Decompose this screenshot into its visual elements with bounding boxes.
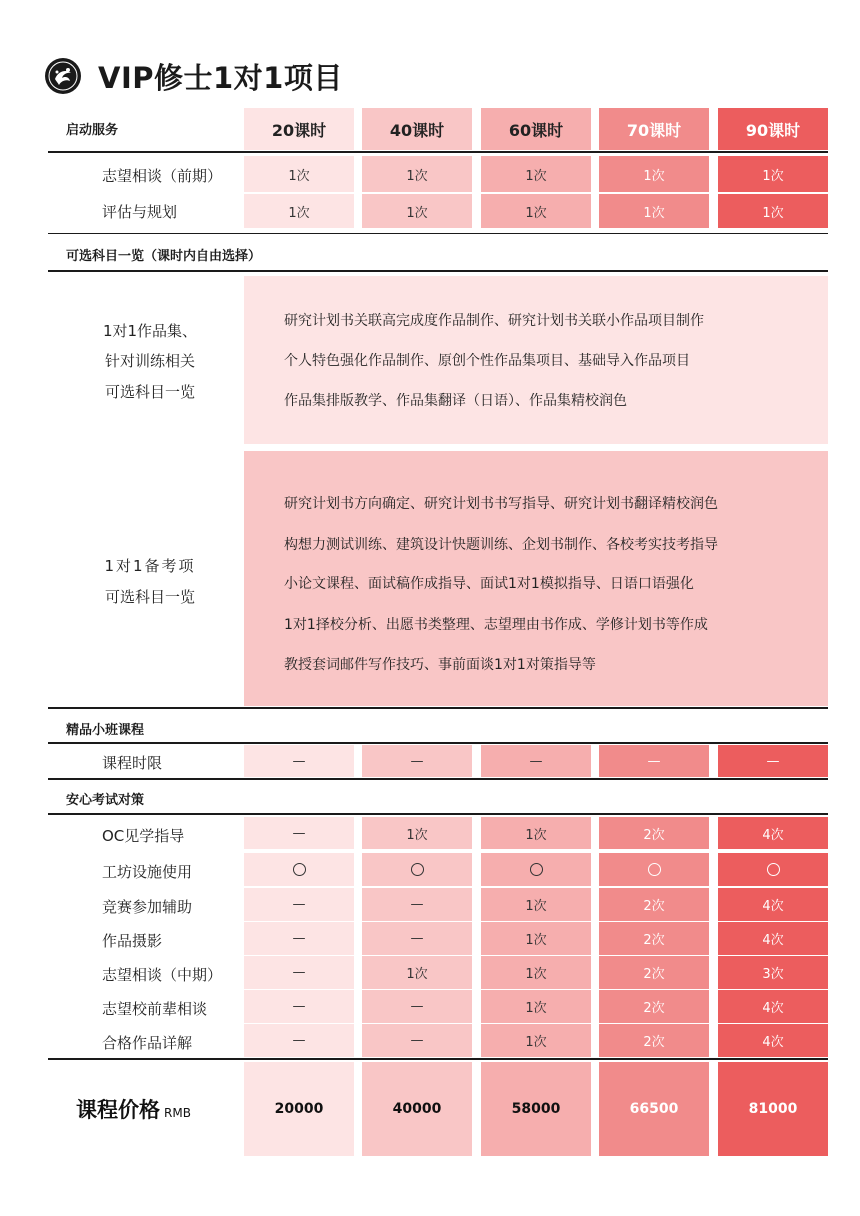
row-label-consult-early: 志望相谈（前期）: [102, 167, 223, 185]
row-label-consult-mid: 志望相谈（中期）: [102, 966, 223, 984]
value-cell: 2次: [599, 817, 709, 849]
value-cell: 3次: [718, 956, 828, 989]
value-cell: —: [244, 956, 354, 989]
value-cell: 1次: [481, 956, 591, 989]
value-cell: 1次: [599, 194, 709, 228]
value-cell: 1次: [599, 156, 709, 192]
divider: [48, 778, 828, 780]
value-cell: 2次: [599, 888, 709, 921]
price-cell-70: 66500: [599, 1062, 709, 1156]
value-cell: 2次: [599, 1024, 709, 1057]
value-cell: 1次: [481, 990, 591, 1023]
price-label-text: 课程价格: [76, 1098, 160, 1122]
tier-header-20: 20课时: [244, 108, 354, 150]
value-cell: —: [244, 990, 354, 1023]
value-cell: —: [362, 1024, 472, 1057]
price-cell-20: 20000: [244, 1062, 354, 1156]
value-cell: [718, 853, 828, 886]
value-cell: 1次: [481, 888, 591, 921]
value-cell: 1次: [244, 194, 354, 228]
value-cell: 2次: [599, 922, 709, 955]
value-cell: —: [362, 990, 472, 1023]
section-subjects-heading: 可选科目一览（课时内自由选择）: [66, 249, 262, 264]
value-cell: 1次: [362, 194, 472, 228]
value-cell: 1次: [718, 156, 828, 192]
divider: [48, 1058, 828, 1060]
value-cell: —: [244, 888, 354, 921]
row-label-assessment: 评估与规划: [102, 203, 178, 221]
value-cell: 4次: [718, 1024, 828, 1057]
value-cell: —: [362, 745, 472, 777]
examprep-line: 1对1择校分析、出愿书类整理、志望理由书作成、学修计划书等作成: [284, 617, 708, 633]
examprep-line: 研究计划书方向确定、研究计划书书写指导、研究计划书翻译精校润色: [284, 496, 718, 512]
value-cell: 4次: [718, 922, 828, 955]
portfolio-label-line-3: 可选科目一览: [104, 383, 195, 401]
value-cell: —: [362, 922, 472, 955]
value-cell: 1次: [362, 817, 472, 849]
value-cell: 1次: [481, 922, 591, 955]
value-cell: 4次: [718, 888, 828, 921]
price-cell-60: 58000: [481, 1062, 591, 1156]
portfolio-label-line-2: 针对训练相关: [104, 352, 195, 370]
portfolio-subjects-box: [244, 276, 828, 444]
row-label-workshop-use: 工坊设施使用: [102, 863, 193, 881]
tier-header-70: 70课时: [599, 108, 709, 150]
value-cell: 4次: [718, 990, 828, 1023]
value-cell: —: [718, 745, 828, 777]
portfolio-line: 个人特色强化作品制作、原创个性作品集项目、基础导入作品项目: [284, 353, 690, 369]
divider: [48, 707, 828, 709]
value-cell: 1次: [718, 194, 828, 228]
section-exam-heading: 安心考试对策: [66, 793, 145, 808]
page-title: VIP修士1对1项目: [98, 61, 343, 95]
value-cell: [599, 853, 709, 886]
available-circle-icon: [530, 863, 543, 876]
tier-header-40: 40课时: [362, 108, 472, 150]
tier-header-60: 60课时: [481, 108, 591, 150]
divider: [48, 151, 828, 153]
portfolio-label-line-1: 1对1作品集、: [102, 322, 198, 340]
portfolio-line: 作品集排版教学、作品集翻译（日语）、作品集精校润色: [284, 393, 627, 409]
value-cell: [481, 853, 591, 886]
divider: [48, 742, 828, 744]
portfolio-line: 研究计划书关联高完成度作品制作、研究计划书关联小作品项目制作: [284, 313, 704, 329]
available-circle-icon: [411, 863, 424, 876]
row-label-works-review: 合格作品详解: [102, 1034, 193, 1052]
price-cell-90: 81000: [718, 1062, 828, 1156]
value-cell: 1次: [244, 156, 354, 192]
value-cell: —: [244, 922, 354, 955]
examprep-line: 教授套词邮件写作技巧、事前面谈1对1对策指导等: [284, 657, 596, 673]
brand-logo-icon: [44, 57, 82, 95]
available-circle-icon: [648, 863, 661, 876]
examprep-subjects-box: [244, 451, 828, 706]
examprep-label-line-1: 1对1备考项: [104, 557, 196, 575]
available-circle-icon: [767, 863, 780, 876]
divider: [48, 233, 828, 234]
value-cell: 1次: [481, 1024, 591, 1057]
value-cell: 4次: [718, 817, 828, 849]
value-cell: 2次: [599, 990, 709, 1023]
row-label-oc-guidance: OC见学指导: [102, 827, 185, 845]
value-cell: —: [244, 1024, 354, 1057]
divider: [48, 813, 828, 815]
row-label-photography: 作品摄影: [102, 932, 163, 950]
value-cell: [244, 853, 354, 886]
row-label-course-duration: 课程时限: [102, 754, 163, 772]
value-cell: 1次: [481, 817, 591, 849]
value-cell: 1次: [481, 156, 591, 192]
section-startup-heading: 启动服务: [66, 123, 119, 138]
examprep-line: 小论文课程、面试稿作成指导、面试1对1模拟指导、日语口语强化: [284, 576, 694, 592]
row-label-senior-consult: 志望校前辈相谈: [102, 1000, 208, 1018]
value-cell: [362, 853, 472, 886]
divider: [48, 270, 828, 272]
value-cell: —: [362, 888, 472, 921]
examprep-line: 构想力测试训练、建筑设计快题训练、企划书制作、各校考实技考指导: [284, 537, 718, 553]
row-label-competition-support: 竞赛参加辅助: [102, 898, 193, 916]
value-cell: 1次: [362, 956, 472, 989]
value-cell: 1次: [362, 156, 472, 192]
price-unit: RMB: [164, 1106, 191, 1120]
value-cell: —: [599, 745, 709, 777]
available-circle-icon: [293, 863, 306, 876]
value-cell: 1次: [481, 194, 591, 228]
value-cell: —: [481, 745, 591, 777]
examprep-label-line-2: 可选科目一览: [104, 588, 195, 606]
value-cell: —: [244, 745, 354, 777]
tier-header-90: 90课时: [718, 108, 828, 150]
price-label: [76, 1094, 191, 1124]
value-cell: —: [244, 817, 354, 849]
value-cell: 2次: [599, 956, 709, 989]
price-cell-40: 40000: [362, 1062, 472, 1156]
section-smallclass-heading: 精品小班课程: [66, 723, 145, 738]
